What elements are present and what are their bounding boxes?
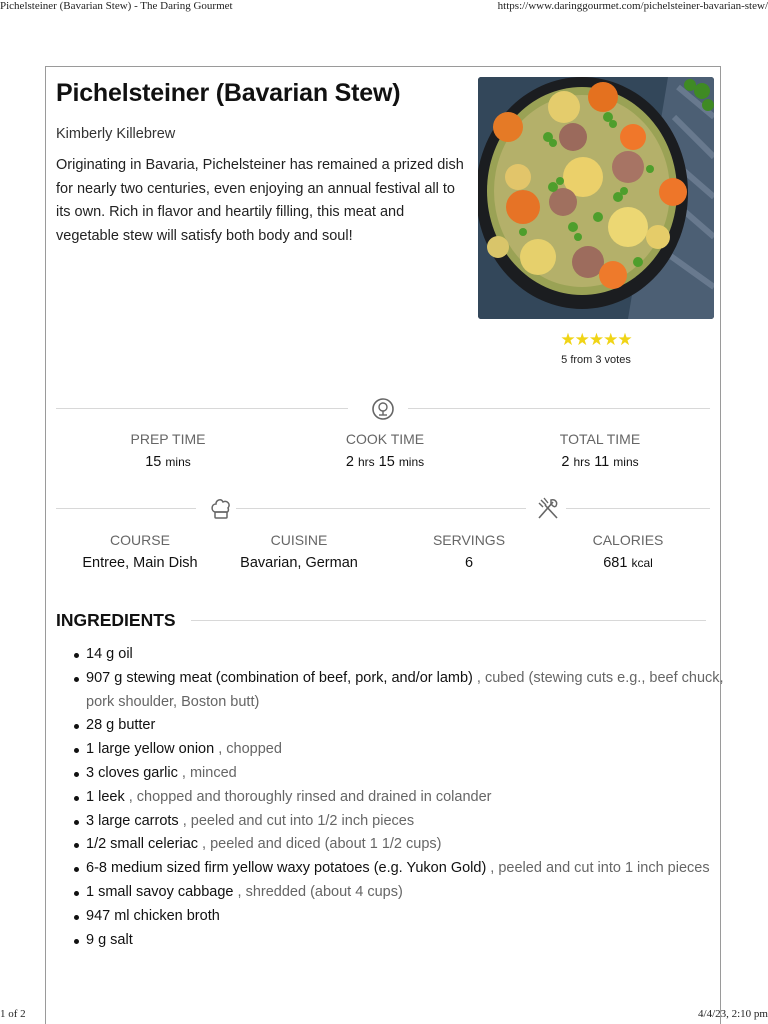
ingredient-item bbox=[86, 667, 726, 715]
ingredient-name: 28 g butter bbox=[86, 717, 156, 734]
ingredient-note: , chopped and thoroughly rinsed and drained in colander bbox=[124, 788, 492, 805]
recipe-author[interactable]: Kimberly Killebrew bbox=[56, 126, 176, 142]
print-timestamp: 4/4/23, 2:10 pm bbox=[698, 1008, 768, 1020]
ingredient-item bbox=[86, 714, 726, 738]
cuisine-label: CUISINE bbox=[270, 532, 328, 548]
ingredient-item bbox=[86, 833, 726, 857]
recipe-title: Pichelsteiner (Bavarian Stew) bbox=[56, 79, 401, 107]
course-label: COURSE bbox=[110, 532, 170, 548]
ingredients-header bbox=[56, 610, 706, 630]
ingredient-item bbox=[86, 857, 726, 881]
rating-block[interactable] bbox=[478, 330, 714, 366]
ingredient-item bbox=[86, 786, 726, 810]
ingredients-list bbox=[68, 643, 726, 952]
recipe-summary: Originating in Bavaria, Pichelsteiner has remained a prized dish for nearly two centuries, even enjoying an annual festival all to its own. Rich in flavor and heartily filling, this meat and vegetable stew will satisfy both body and soul! bbox=[56, 157, 464, 244]
servings-label: SERVINGS bbox=[432, 532, 506, 548]
print-header bbox=[0, 0, 768, 16]
page-number: 1 of 2 bbox=[0, 1008, 26, 1020]
prep-time-value: 15 mins bbox=[145, 454, 191, 470]
recipe-photo bbox=[478, 77, 714, 319]
rating-stars[interactable]: ★★★★★ bbox=[560, 330, 632, 349]
ingredients-rule bbox=[191, 620, 706, 621]
print-url[interactable]: https://www.daringgourmet.com/pichelsteiner-bavarian-stew/ bbox=[497, 0, 768, 12]
ingredient-name: 3 large carrots bbox=[86, 812, 179, 829]
cook-time-value: 2 hrs 15 mins bbox=[345, 454, 425, 470]
fork-knife-icon bbox=[535, 496, 561, 527]
times-divider bbox=[56, 408, 710, 409]
ingredient-name: 1 leek bbox=[86, 788, 125, 805]
cook-time-label: COOK TIME bbox=[345, 431, 425, 447]
print-footer bbox=[0, 1008, 768, 1024]
cuisine-value: Bavarian, German bbox=[240, 555, 358, 571]
ingredient-name: 9 g salt bbox=[86, 931, 133, 948]
ingredient-name: 1 small savoy cabbage bbox=[86, 883, 234, 900]
rating-votes: 5 from 3 votes bbox=[561, 354, 631, 366]
total-time-value: 2 hrs 11 mins bbox=[561, 454, 639, 470]
chef-hat-icon bbox=[208, 496, 234, 527]
ingredient-name: 1/2 small celeriac bbox=[86, 836, 199, 853]
ingredient-note: , peeled and cut into 1 inch pieces bbox=[486, 860, 710, 877]
servings-value[interactable]: 6 bbox=[464, 555, 474, 571]
ingredient-item bbox=[86, 929, 726, 953]
ingredient-note: , shredded (about 4 cups) bbox=[233, 883, 403, 900]
stew-photo-illustration bbox=[478, 77, 714, 319]
ingredient-note: , peeled and cut into 1/2 inch pieces bbox=[178, 812, 415, 829]
calories-value: 681 kcal bbox=[603, 555, 653, 571]
ingredient-note: , cubed (stewing cuts e.g., beef chuck, pork shoulder, Boston butt) bbox=[86, 669, 724, 710]
ingredient-item bbox=[86, 881, 726, 905]
ingredient-item bbox=[86, 905, 726, 929]
ingredient-note: , peeled and diced (about 1 1/2 cups) bbox=[198, 836, 442, 853]
ingredient-name: 907 g stewing meat (combination of beef, pork, and/or lamb) bbox=[86, 669, 473, 686]
recipe-card bbox=[45, 66, 724, 1024]
calories-label: CALORIES bbox=[592, 532, 664, 548]
timer-icon bbox=[370, 396, 396, 427]
ingredient-name: 1 large yellow onion bbox=[86, 741, 215, 758]
ingredient-name: 14 g oil bbox=[86, 646, 133, 662]
total-time-label: TOTAL TIME bbox=[559, 431, 641, 447]
ingredient-item bbox=[86, 738, 726, 762]
course-value: Entree, Main Dish bbox=[82, 555, 198, 571]
details-divider bbox=[56, 508, 710, 509]
ingredient-item bbox=[86, 810, 726, 834]
ingredient-note: , minced bbox=[177, 764, 237, 781]
ingredient-name: 947 ml chicken broth bbox=[86, 907, 220, 924]
ingredient-name: 6-8 medium sized firm yellow waxy potatoes (e.g. Yukon Gold) bbox=[86, 860, 487, 877]
ingredient-item bbox=[86, 643, 726, 667]
prep-time-label: PREP TIME bbox=[130, 431, 206, 447]
ingredients-heading: INGREDIENTS bbox=[56, 610, 176, 630]
ingredient-item bbox=[86, 762, 726, 786]
print-page-title: Pichelsteiner (Bavarian Stew) - The Daring Gourmet bbox=[0, 0, 233, 12]
ingredient-note: , chopped bbox=[214, 741, 282, 758]
ingredient-name: 3 cloves garlic bbox=[86, 764, 178, 781]
